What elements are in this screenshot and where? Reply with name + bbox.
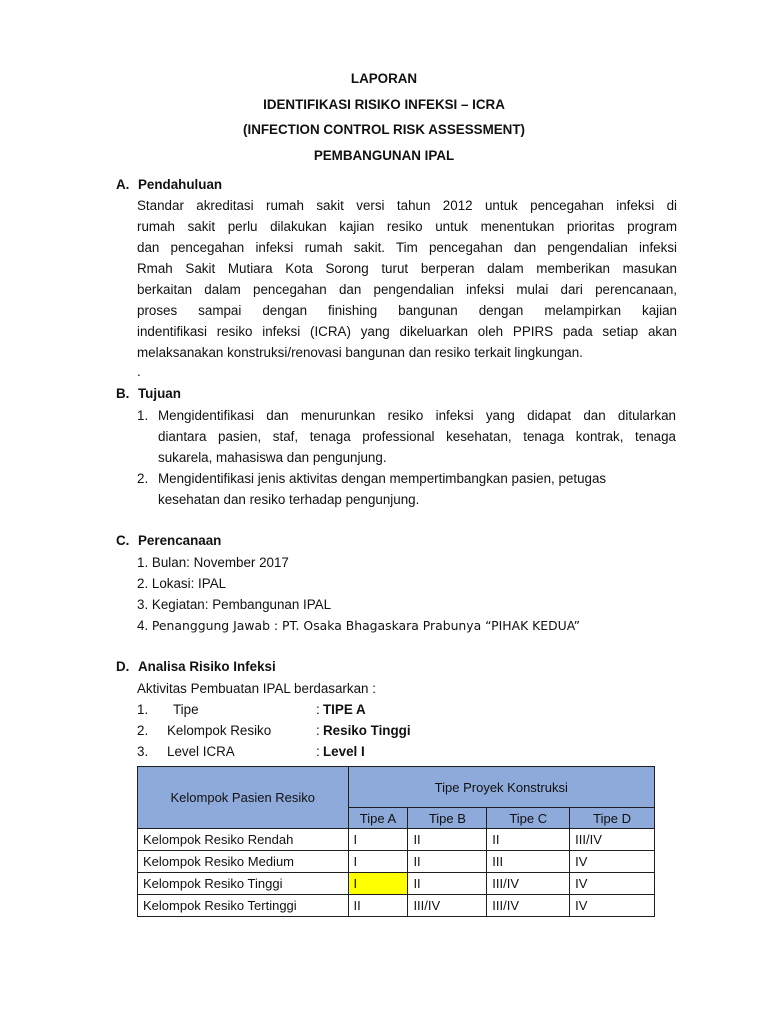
- section-a-line: rumah sakit perlu dilakukan kajian resiko untuk menentukan prioritas program: [137, 219, 677, 234]
- cell-value: II: [408, 829, 487, 851]
- section-d-attr-sep: :: [316, 702, 320, 717]
- section-c-item-4: [137, 618, 580, 633]
- section-a-line: melaksanakan konstruksi/renovasi bangunan dan resiko terkait lingkungan.: [137, 345, 583, 360]
- section-c-letter: C.: [116, 533, 130, 548]
- title-identifikasi: IDENTIFIKASI RISIKO INFEKSI – ICRA: [263, 97, 505, 112]
- section-b-letter: B.: [116, 386, 130, 401]
- section-b-item-line: Mengidentifikasi dan menurunkan resiko infeksi yang didapat dan ditularkan: [158, 408, 676, 423]
- section-c-item-4-num: 4.: [137, 618, 149, 633]
- section-d-attr-label: Tipe: [173, 702, 199, 717]
- cell-value: IV: [570, 895, 655, 917]
- section-d-attr-value: TIPE A: [323, 702, 366, 717]
- title-icra: (INFECTION CONTROL RISK ASSESSMENT): [243, 122, 525, 137]
- section-a-line: proses sampai dengan finishing bangunan dengan melampirkan kajian: [137, 303, 677, 318]
- header-patient-risk-group: Kelompok Pasien Resiko: [138, 767, 349, 829]
- cell-value: I: [348, 851, 408, 873]
- section-d-heading: [116, 659, 276, 674]
- cell-value-highlighted: I: [348, 873, 408, 895]
- row-label: Kelompok Resiko Rendah: [138, 829, 349, 851]
- cell-value: II: [408, 873, 487, 895]
- icra-risk-table: [137, 766, 655, 917]
- section-d-letter: D.: [116, 659, 130, 674]
- table-row: [138, 851, 655, 873]
- section-b-item-line: Mengidentifikasi jenis aktivitas dengan mempertimbangkan pasien, petugas: [158, 471, 607, 486]
- section-a-line: dan pencegahan infeksi rumah sakit. Tim pencegahan dan pengendalian infeksi: [137, 240, 677, 255]
- title-laporan: LAPORAN: [350, 71, 418, 86]
- table-row: [138, 873, 655, 895]
- row-label: Kelompok Resiko Medium: [138, 851, 349, 873]
- cell-value: II: [408, 851, 487, 873]
- cell-value: I: [348, 829, 408, 851]
- header-tipe-c: Tipe C: [487, 808, 570, 829]
- section-a-title: Pendahuluan: [138, 177, 223, 192]
- section-a-dot: .: [137, 364, 141, 379]
- section-d-attr-sep: :: [316, 723, 320, 738]
- table-row: [138, 829, 655, 851]
- section-c-item: 3. Kegiatan: Pembangunan IPAL: [137, 597, 332, 612]
- section-d-attr-num: 2.: [137, 723, 149, 738]
- table-header-row: [138, 767, 655, 808]
- section-d-attr-sep: :: [316, 744, 320, 759]
- cell-value: III/IV: [408, 895, 487, 917]
- section-c-heading: [116, 533, 221, 548]
- section-c-item: 2. Lokasi: IPAL: [137, 576, 227, 591]
- section-d-attr-label: Level ICRA: [167, 744, 235, 759]
- section-d-attr-label: Kelompok Resiko: [167, 723, 272, 738]
- section-a-line: indentifikasi resiko infeksi (ICRA) yang dikeluarkan oleh PPIRS pada setiap akan: [137, 324, 677, 339]
- section-b-item-line: diantara pasien, staf, tenaga professional kesehatan, tenaga kontrak, tenaga: [158, 429, 676, 444]
- section-b-item-num: 1.: [137, 408, 149, 423]
- section-d-attr-num: 1.: [137, 702, 149, 717]
- cell-value: IV: [570, 873, 655, 895]
- table-row: [138, 895, 655, 917]
- section-c-title: Perencanaan: [138, 533, 222, 548]
- cell-value: III/IV: [487, 873, 570, 895]
- section-b-heading: [116, 386, 181, 401]
- section-b-item-line: sukarela, mahasiswa dan pengunjung.: [158, 450, 387, 465]
- cell-value: III/IV: [570, 829, 655, 851]
- row-label: Kelompok Resiko Tinggi: [138, 873, 349, 895]
- section-d-title: Analisa Risiko Infeksi: [138, 659, 276, 674]
- cell-value: II: [487, 829, 570, 851]
- section-a-line: berkaitan dalam pencegahan dan pengendalian infeksi mulai dari perencanaan,: [137, 282, 677, 297]
- section-b-item-num: 2.: [137, 471, 149, 486]
- cell-value: III/IV: [487, 895, 570, 917]
- title-pembangunan: PEMBANGUNAN IPAL: [313, 148, 455, 163]
- section-d-attr-value: Resiko Tinggi: [323, 723, 411, 738]
- cell-value: IV: [570, 851, 655, 873]
- header-construction-type: Tipe Proyek Konstruksi: [348, 767, 654, 808]
- section-c-item: 1. Bulan: November 2017: [137, 555, 289, 570]
- section-b-title: Tujuan: [138, 386, 181, 401]
- header-tipe-d: Tipe D: [570, 808, 655, 829]
- section-a-letter: A.: [116, 177, 130, 192]
- section-a-line: Standar akreditasi rumah sakit versi tahun 2012 untuk pencegahan infeksi di: [137, 198, 677, 213]
- section-c-item-4-text: Penanggung Jawab : PT. Osaka Bhagaskara Prabunya “PIHAK KEDUA”: [151, 618, 581, 633]
- row-label: Kelompok Resiko Tertinggi: [138, 895, 349, 917]
- section-a-heading: [116, 177, 222, 192]
- section-b-item-line: kesehatan dan resiko terhadap pengunjung.: [158, 492, 420, 507]
- section-a-line: Rmah Sakit Mutiara Kota Sorong turut berperan dalam memberikan masukan: [137, 261, 677, 276]
- header-tipe-a: Tipe A: [348, 808, 408, 829]
- section-d-intro: Aktivitas Pembuatan IPAL berdasarkan :: [137, 681, 376, 696]
- cell-value: II: [348, 895, 408, 917]
- section-d-attr-num: 3.: [137, 744, 149, 759]
- header-tipe-b: Tipe B: [408, 808, 487, 829]
- section-d-attr-value: Level I: [323, 744, 365, 759]
- cell-value: III: [487, 851, 570, 873]
